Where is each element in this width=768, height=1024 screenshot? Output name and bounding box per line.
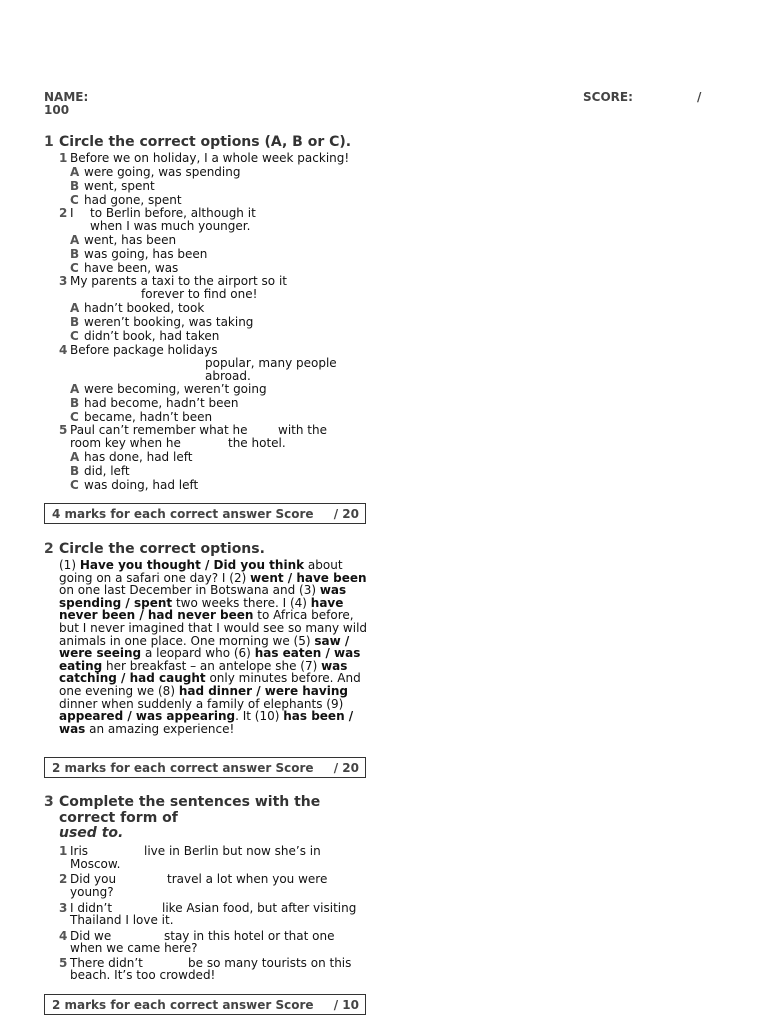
option-text[interactable]: weren’t booking, was taking: [84, 315, 254, 329]
option-letter: A: [70, 165, 80, 179]
section-title: correct form of: [59, 810, 178, 826]
cloze-option[interactable]: saw / were seeing: [59, 633, 350, 661]
option-letter: A: [70, 301, 80, 315]
option-text[interactable]: did, left: [84, 464, 130, 478]
question-text: abroad.: [205, 369, 251, 383]
cloze-option[interactable]: has been / was: [59, 709, 354, 736]
score-slash: /: [697, 90, 702, 104]
option-text[interactable]: had gone, spent: [84, 193, 182, 207]
option-letter: C: [70, 478, 79, 492]
option-text[interactable]: has done, had left: [84, 450, 193, 464]
cloze-text: on one last December in Botswana and (3): [59, 583, 320, 598]
question-text: young?: [70, 885, 114, 899]
option-letter: B: [70, 179, 80, 193]
question-text: stay in this hotel or that one: [164, 929, 335, 943]
section-title: Circle the correct options.: [59, 541, 265, 557]
question-text: with the: [278, 423, 327, 437]
option-letter: B: [70, 315, 80, 329]
score-total: 100: [44, 103, 70, 117]
cloze-text: about going on a safari one day? I (2): [59, 558, 343, 585]
question-number: 2: [59, 206, 68, 220]
question-text: be so many tourists on this: [188, 956, 352, 970]
question-number: 1: [59, 151, 68, 165]
question-text: to Berlin before, although it: [90, 206, 256, 220]
question-text: Before package holidays: [70, 343, 218, 357]
option-text[interactable]: were becoming, weren’t going: [84, 382, 267, 396]
name-label: NAME:: [44, 90, 89, 104]
section-number: 1: [44, 134, 54, 150]
question-number: 4: [59, 343, 68, 357]
cloze-option[interactable]: has eaten / was eating: [59, 646, 361, 673]
section-title-italic: used to.: [59, 825, 124, 841]
option-text[interactable]: was doing, had left: [84, 478, 199, 492]
score-label: SCORE:: [583, 90, 633, 104]
section-title: Complete the sentences with the: [59, 794, 321, 810]
section-number: 2: [44, 541, 54, 557]
cloze-option[interactable]: was spending / spent: [59, 583, 347, 610]
question-text: Iris: [70, 844, 89, 858]
option-letter: B: [70, 396, 80, 410]
question-text: room key when he: [70, 436, 181, 450]
option-letter: A: [70, 450, 80, 464]
score-box-label: 4 marks for each correct answer Score: [52, 507, 314, 521]
cloze-text: (1): [59, 558, 80, 572]
question-text: when I was much younger.: [90, 219, 251, 233]
cloze-option[interactable]: Have you thought / Did you think: [79, 558, 305, 572]
question-text: live in Berlin but now she’s in: [144, 844, 321, 858]
cloze-text: a leopard who (6): [141, 646, 255, 661]
cloze-text: dinner when suddenly a family of elephants (9): [59, 696, 344, 711]
option-letter: B: [70, 247, 80, 261]
option-letter: C: [70, 410, 79, 424]
section-title: Circle the correct options (A, B or C).: [59, 134, 352, 150]
section-number: 3: [44, 794, 54, 810]
question-number: 5: [59, 423, 68, 437]
cloze-text: to Africa before, but I never imagined that I would see so many wild animals in one place. One morning we (5): [59, 608, 368, 648]
question-text: forever to find one!: [141, 287, 258, 301]
option-letter: C: [70, 329, 79, 343]
option-text[interactable]: was going, has been: [84, 247, 208, 261]
question-text: Paul can’t remember what he: [70, 423, 248, 437]
option-letter: A: [70, 233, 80, 247]
question-text: Before we on holiday, I a whole week packing!: [70, 151, 350, 165]
score-box: [44, 503, 366, 524]
question-text: the hotel.: [228, 436, 286, 450]
question-number: 2: [59, 872, 68, 886]
question-number: 1: [59, 844, 68, 858]
score-box: [44, 994, 366, 1015]
cloze-option[interactable]: was catching / had caught: [59, 658, 348, 686]
option-text[interactable]: have been, was: [84, 261, 179, 275]
question-number: 3: [59, 901, 68, 915]
question-text: I didn’t: [70, 901, 113, 915]
cloze-text: an amazing experience!: [85, 721, 235, 736]
question-text: travel a lot when you were: [167, 872, 328, 886]
cloze-option[interactable]: appeared / was appearing: [59, 709, 236, 724]
cloze-text: two weeks there. I (4): [172, 595, 311, 610]
question-text: Thailand I love it.: [70, 913, 174, 927]
cloze-paragraph: [59, 559, 369, 735]
question-text: popular, many people: [205, 356, 337, 370]
cloze-option[interactable]: had dinner / were having: [178, 683, 348, 698]
score-box-total: / 20: [333, 507, 359, 521]
question-number: 4: [59, 929, 68, 943]
option-text[interactable]: went, spent: [84, 179, 155, 193]
score-box: [44, 757, 366, 778]
question-number: 3: [59, 274, 68, 288]
option-letter: B: [70, 464, 80, 478]
cloze-option[interactable]: went / have been: [250, 570, 367, 585]
option-letter: C: [70, 261, 79, 275]
option-text[interactable]: went, has been: [84, 233, 177, 247]
question-text: I: [70, 206, 74, 220]
question-text: Did we: [70, 929, 112, 943]
question-text: like Asian food, but after visiting: [162, 901, 357, 915]
option-text[interactable]: didn’t book, had taken: [84, 329, 220, 343]
question-text: Did you: [70, 872, 117, 886]
score-box-label: 2 marks for each correct answer Score: [52, 998, 314, 1012]
cloze-text: . It (10): [235, 709, 284, 724]
cloze-text: only minutes before. And one evening we (8): [59, 671, 361, 698]
question-text: There didn’t: [70, 956, 143, 970]
question-text: when we came here?: [70, 941, 198, 955]
option-text[interactable]: were going, was spending: [84, 165, 241, 179]
score-box-total: / 10: [333, 998, 359, 1012]
option-text[interactable]: became, hadn’t been: [84, 410, 213, 424]
option-text[interactable]: hadn’t booked, took: [84, 301, 205, 315]
question-text: My parents a taxi to the airport so it: [70, 274, 287, 288]
score-box-label: 2 marks for each correct answer Score: [52, 761, 314, 775]
option-letter: C: [70, 193, 79, 207]
question-text: beach. It’s too crowded!: [70, 968, 216, 982]
question-number: 5: [59, 956, 68, 970]
option-letter: A: [70, 382, 80, 396]
score-box-total: / 20: [333, 761, 359, 775]
question-text: Moscow.: [70, 857, 121, 871]
cloze-option[interactable]: have never been / had never been: [59, 595, 344, 623]
cloze-text: her breakfast – an antelope she (7): [102, 658, 322, 673]
option-text[interactable]: had become, hadn’t been: [84, 396, 239, 410]
